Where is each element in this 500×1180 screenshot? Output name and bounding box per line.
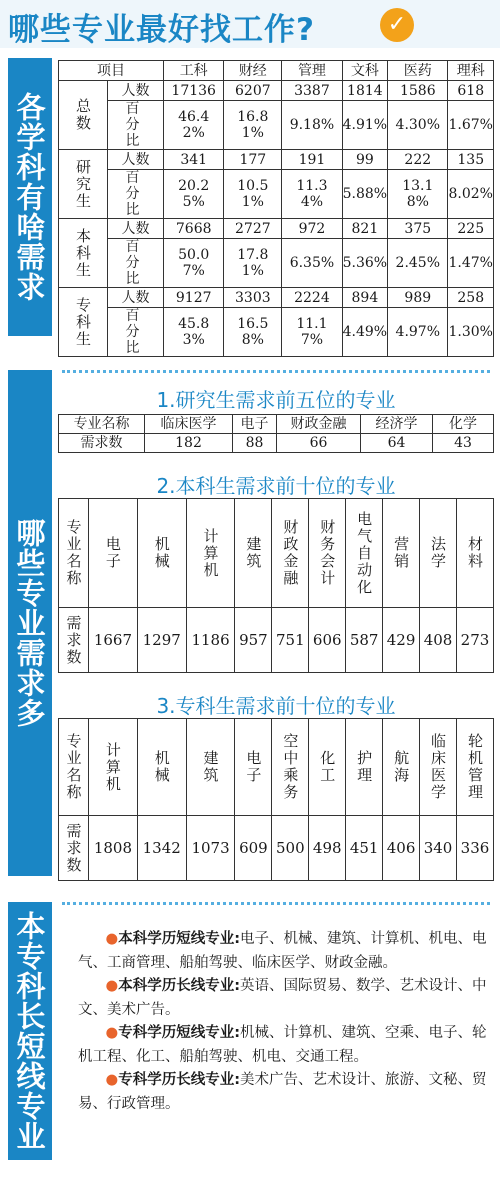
table-row: [59, 101, 494, 150]
dotted-divider: [62, 370, 490, 373]
table-row: [59, 288, 494, 308]
note-item: [78, 975, 490, 1022]
table-cell: 894: [342, 288, 387, 308]
table-cell: 1.30%: [448, 308, 494, 357]
table-cell: 99: [342, 150, 387, 170]
note-text: 机械、计算机、建筑、空乘、电子、轮机工程、化工、船舶驾驶、机电、交通工程。: [78, 1025, 487, 1065]
bullet-icon: ●: [105, 1072, 119, 1088]
row-label: 人数: [108, 81, 164, 101]
table-cell: 轮机管理: [456, 719, 493, 816]
table-cell: 4.97%: [388, 308, 448, 357]
table-cell: 972: [282, 219, 342, 239]
note-text: 美术广告、艺术设计、旅游、文秘、贸易、行政管理。: [78, 1072, 487, 1112]
grad-table: [58, 414, 494, 453]
table-cell: 3387: [282, 81, 342, 101]
row-label: 需求数: [59, 608, 89, 673]
note-heading: 专科学历长线专业:: [118, 1072, 241, 1088]
table-cell: 340: [420, 816, 457, 881]
table-cell: 1808: [89, 816, 138, 881]
college-title: 3.专科生需求前十位的专业: [156, 694, 396, 718]
table-cell: 电子: [235, 719, 272, 816]
bullet-icon: ●: [105, 978, 119, 994]
table-cell: 法学: [420, 499, 457, 608]
page-title: 哪些专业最好找工作?: [8, 12, 315, 48]
table-cell: 64: [361, 434, 433, 453]
table-cell: 材料: [456, 499, 493, 608]
notes-list: [78, 928, 490, 1116]
table-cell: 财务会计: [309, 499, 346, 608]
table-header-cell: 财经: [224, 61, 282, 81]
table-cell: 计算机: [89, 719, 138, 816]
row-label: 专业名称: [59, 719, 89, 816]
table-cell: 375: [388, 219, 448, 239]
table-cell: 1342: [137, 816, 186, 881]
table-row: [59, 219, 494, 239]
table-cell: 护理: [346, 719, 383, 816]
table-cell: 临床医学: [420, 719, 457, 816]
table-row: [59, 150, 494, 170]
table-cell: 11.17%: [282, 308, 342, 357]
table-cell: 4.30%: [388, 101, 448, 150]
table-cell: 1073: [186, 816, 235, 881]
dotted-divider: [62, 902, 490, 905]
table-cell: 609: [235, 816, 272, 881]
table-cell: 222: [388, 150, 448, 170]
row-label: 百分比: [108, 308, 164, 357]
note-text: 电子、机械、建筑、计算机、机电、电气、工商管理、船舶驾驶、临床医学、财政金融。: [78, 931, 487, 971]
section-label-majors: 哪些专业需求多: [8, 370, 52, 876]
table-cell: 498: [309, 816, 346, 881]
note-item: [78, 928, 490, 975]
table-cell: 1586: [388, 81, 448, 101]
table-cell: 7668: [164, 219, 224, 239]
table-cell: 1.67%: [448, 101, 494, 150]
table-row: [59, 170, 494, 219]
table-cell: 50.07%: [164, 239, 224, 288]
table-cell: 11.34%: [282, 170, 342, 219]
group-label: 研究生: [59, 150, 108, 219]
table-header-row: [59, 61, 494, 81]
table-cell: 4.91%: [342, 101, 387, 150]
table-cell: 177: [224, 150, 282, 170]
bullet-icon: ●: [105, 1025, 119, 1041]
table-cell: 225: [448, 219, 494, 239]
table-cell: 606: [309, 608, 346, 673]
table-cell: 46.42%: [164, 101, 224, 150]
row-label: 需求数: [59, 816, 89, 881]
table-header-cell: 项目: [59, 61, 164, 81]
row-label: 需求数: [59, 434, 145, 453]
table-cell: 500: [272, 816, 309, 881]
table-cell: 电子: [233, 415, 277, 434]
table-header-cell: 工科: [164, 61, 224, 81]
table-cell: 建筑: [186, 719, 235, 816]
row-label: 人数: [108, 288, 164, 308]
row-label: 百分比: [108, 239, 164, 288]
table-row: [59, 719, 494, 816]
table-cell: 406: [383, 816, 420, 881]
table-cell: 4.49%: [342, 308, 387, 357]
table-cell: 258: [448, 288, 494, 308]
table-cell: 191: [282, 150, 342, 170]
table-cell: 机械: [137, 719, 186, 816]
table-row: [59, 81, 494, 101]
table-row: [59, 415, 494, 434]
group-label: 总数: [59, 81, 108, 150]
table-cell: 957: [235, 608, 272, 673]
table-cell: 587: [346, 608, 383, 673]
college-table: [58, 718, 494, 881]
table-cell: 45.83%: [164, 308, 224, 357]
table-cell: 429: [383, 608, 420, 673]
table-header-cell: 管理: [282, 61, 342, 81]
table-cell: 2224: [282, 288, 342, 308]
undergrad-title: 2.本科生需求前十位的专业: [156, 474, 396, 498]
table-cell: 电气自动化: [346, 499, 383, 608]
table-cell: 5.36%: [342, 239, 387, 288]
table-header-cell: 文科: [342, 61, 387, 81]
table-row: [59, 608, 494, 673]
note-item: [78, 1069, 490, 1116]
table-row: [59, 434, 494, 453]
table-cell: 1186: [186, 608, 235, 673]
table-cell: 751: [272, 608, 309, 673]
note-heading: 专科学历短线专业:: [118, 1025, 241, 1041]
group-label: 专科生: [59, 288, 108, 357]
row-label: 专业名称: [59, 415, 145, 434]
table-cell: 341: [164, 150, 224, 170]
table-row: [59, 308, 494, 357]
table-header-cell: 医药: [388, 61, 448, 81]
table-cell: 建筑: [235, 499, 272, 608]
table-cell: 临床医学: [145, 415, 233, 434]
table-cell: 10.51%: [224, 170, 282, 219]
table-cell: 财政金融: [272, 499, 309, 608]
table-cell: 营销: [383, 499, 420, 608]
table-cell: 451: [346, 816, 383, 881]
table-cell: 经济学: [361, 415, 433, 434]
table-cell: 空中乘务: [272, 719, 309, 816]
table-cell: 336: [456, 816, 493, 881]
row-label: 专业名称: [59, 499, 89, 608]
table-cell: 273: [456, 608, 493, 673]
table-cell: 989: [388, 288, 448, 308]
row-label: 人数: [108, 150, 164, 170]
table-cell: 408: [420, 608, 457, 673]
checkmark-icon: ✓: [380, 8, 414, 42]
table-cell: 821: [342, 219, 387, 239]
table-cell: 1.47%: [448, 239, 494, 288]
table-cell: 618: [448, 81, 494, 101]
table-cell: 化学: [433, 415, 494, 434]
table-cell: 17136: [164, 81, 224, 101]
table-cell: 43: [433, 434, 494, 453]
table-cell: 1814: [342, 81, 387, 101]
table-cell: 13.18%: [388, 170, 448, 219]
bullet-icon: ●: [105, 931, 119, 947]
table-cell: 财政金融: [277, 415, 361, 434]
table-cell: 88: [233, 434, 277, 453]
table-cell: 电子: [89, 499, 138, 608]
table-cell: 1667: [89, 608, 138, 673]
note-text: 英语、国际贸易、数学、艺术设计、中文、美术广告。: [78, 978, 487, 1018]
row-label: 百分比: [108, 101, 164, 150]
note-heading: 本科学历长线专业:: [118, 978, 241, 994]
table-cell: 17.81%: [224, 239, 282, 288]
row-label: 人数: [108, 219, 164, 239]
table-cell: 9127: [164, 288, 224, 308]
table-cell: 2.45%: [388, 239, 448, 288]
table-cell: 1297: [137, 608, 186, 673]
table-cell: 化工: [309, 719, 346, 816]
table-cell: 16.81%: [224, 101, 282, 150]
note-heading: 本科学历短线专业:: [118, 931, 241, 947]
table-row: [59, 816, 494, 881]
table-cell: 16.58%: [224, 308, 282, 357]
table-row: [59, 499, 494, 608]
demand-table: [58, 60, 494, 357]
note-item: [78, 1022, 490, 1069]
table-cell: 机械: [137, 499, 186, 608]
row-label: 百分比: [108, 170, 164, 219]
table-cell: 66: [277, 434, 361, 453]
table-header-cell: 理科: [448, 61, 494, 81]
table-cell: 20.25%: [164, 170, 224, 219]
section-label-length: 本专科长短线专业: [8, 902, 52, 1160]
table-cell: 9.18%: [282, 101, 342, 150]
table-cell: 6207: [224, 81, 282, 101]
table-cell: 135: [448, 150, 494, 170]
section-label-demand: 各学科有啥需求: [8, 58, 52, 336]
table-cell: 182: [145, 434, 233, 453]
table-cell: 3303: [224, 288, 282, 308]
table-row: [59, 239, 494, 288]
undergrad-table: [58, 498, 494, 673]
table-cell: 2727: [224, 219, 282, 239]
table-cell: 航海: [383, 719, 420, 816]
table-cell: 5.88%: [342, 170, 387, 219]
table-cell: 计算机: [186, 499, 235, 608]
grad-title: 1.研究生需求前五位的专业: [156, 388, 396, 412]
table-cell: 8.02%: [448, 170, 494, 219]
table-cell: 6.35%: [282, 239, 342, 288]
group-label: 本科生: [59, 219, 108, 288]
